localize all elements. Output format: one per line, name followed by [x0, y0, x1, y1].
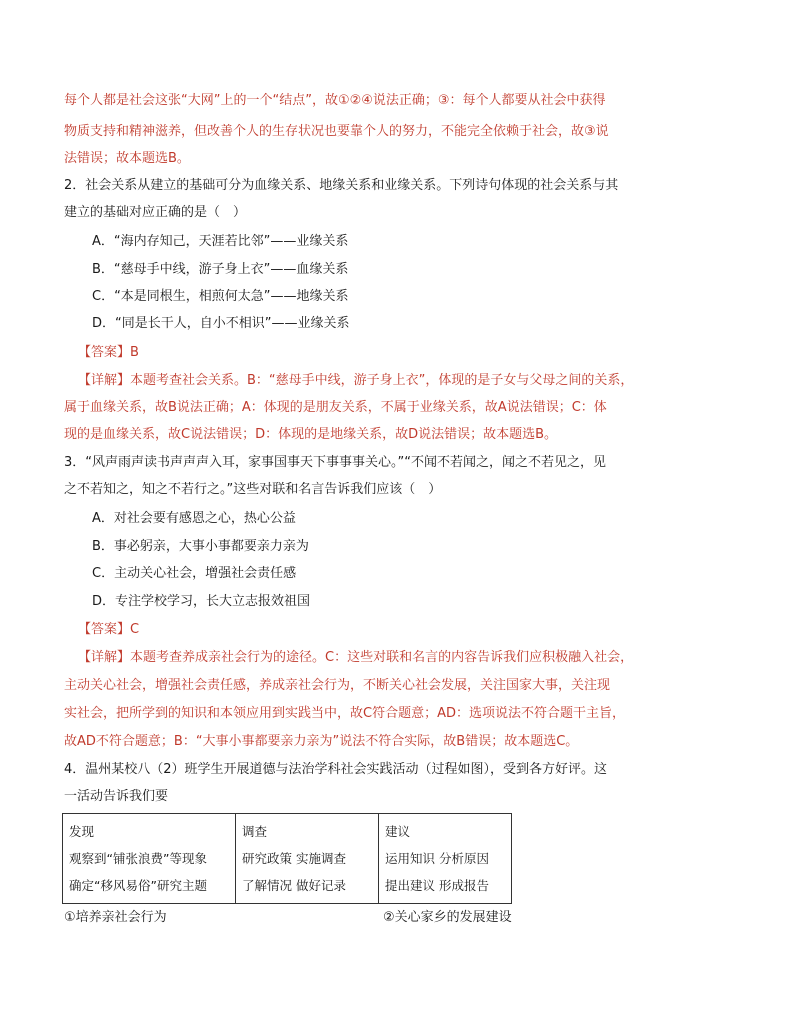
q2-stem-line-1: 2．社会关系从建立的基础可分为血缘关系、地缘关系和业缘关系。下列诗句体现的社会关系与其 [64, 178, 619, 193]
q3-answer: 【答案】C [78, 622, 140, 637]
q3-explain-line-4: 故AD不符合题意；B：“大事小事都要亲力亲为”说法不符合实际，故B错误；故本题选C。 [64, 734, 579, 749]
q4-choice-2: ②关心家乡的发展建设 [383, 910, 512, 925]
suggestion-heading: 建议 [385, 824, 411, 839]
q2-option-b: B．“慈母手中线，游子身上衣”——血缘关系 [92, 262, 349, 277]
activity-process-table [62, 813, 512, 904]
q2-stem-line-2: 建立的基础对应正确的是（ ） [64, 205, 247, 220]
q2-option-a: A．“海内存知己，天涯若比邻”——业缘关系 [92, 234, 349, 249]
suggestion-line-1: 运用知识 分析原因 [385, 851, 489, 866]
q2-answer: 【答案】B [78, 345, 139, 360]
q3-option-b: B．事必躬亲，大事小事都要亲力亲为 [92, 539, 309, 554]
suggestion-line-2: 提出建议 形成报告 [385, 878, 489, 893]
q2-option-c: C．“本是同根生，相煎何太急”——地缘关系 [92, 289, 349, 304]
investigation-line-1: 研究政策 实施调查 [242, 851, 346, 866]
intro-line-1: 每个人都是社会这张“大网”上的一个“结点”，故①②④说法正确；③：每个人都要从社会中获得 [64, 93, 606, 108]
q3-explain-line-2: 主动关心社会，增强社会责任感，养成亲社会行为，不断关心社会发展，关注国家大事，关注现 [64, 678, 611, 693]
q2-explain-line-2: 属于血缘关系，故B说法正确；A：体现的是朋友关系，不属于业缘关系，故A说法错误；C：体 [64, 400, 607, 415]
q3-stem-line-1: 3．“风声雨声读书声声声入耳，家事国事天下事事事关心。”“不闻不若闻之，闻之不若见之，见 [64, 455, 606, 470]
q3-option-c: C．主动关心社会，增强社会责任感 [92, 566, 297, 581]
investigation-column [236, 814, 379, 904]
q3-explain-line-1: 【详解】本题考查养成亲社会行为的途径。C：这些对联和名言的内容告诉我们应积极融入社会， [78, 650, 634, 665]
q3-stem-line-2: 之不若知之，知之不若行之。”这些对联和名言告诉我们应该（ ） [64, 482, 442, 497]
discovery-line-2: 确定“移风易俗”研究主题 [69, 878, 207, 893]
q4-choice-1: ①培养亲社会行为 [64, 910, 167, 925]
q3-option-a: A．对社会要有感恩之心，热心公益 [92, 511, 296, 526]
discovery-line-1: 观察到“铺张浪费”等现象 [69, 851, 207, 866]
q2-explain-line-1: 【详解】本题考查社会关系。B：“慈母手中线，游子身上衣”，体现的是子女与父母之间的关系， [78, 373, 634, 388]
q2-option-d: D．“同是长干人，自小不相识”——业缘关系 [92, 316, 350, 331]
q4-stem-line-1: 4．温州某校八（2）班学生开展道德与法治学科社会实践活动（过程如图），受到各方好评。这 [64, 762, 608, 777]
q3-option-d: D．专注学校学习，长大立志报效祖国 [92, 594, 311, 609]
intro-line-2: 物质支持和精神滋养，但改善个人的生存状况也要靠个人的努力，不能完全依赖于社会，故③说 [64, 124, 609, 139]
discovery-column [63, 814, 236, 904]
q2-explain-line-3: 现的是血缘关系，故C说法错误；D：体现的是地缘关系，故D说法错误；故本题选B。 [64, 427, 558, 442]
q4-stem-line-2: 一活动告诉我们要 [64, 789, 169, 804]
intro-line-3: 法错误；故本题选B。 [64, 151, 190, 166]
q3-explain-line-3: 实社会，把所学到的知识和本领应用到实践当中，故C符合题意；AD：选项说法不符合题干主旨， [64, 706, 625, 721]
suggestion-column [379, 814, 512, 904]
investigation-heading: 调查 [242, 824, 268, 839]
investigation-line-2: 了解情况 做好记录 [242, 878, 346, 893]
discovery-heading: 发现 [69, 824, 95, 839]
